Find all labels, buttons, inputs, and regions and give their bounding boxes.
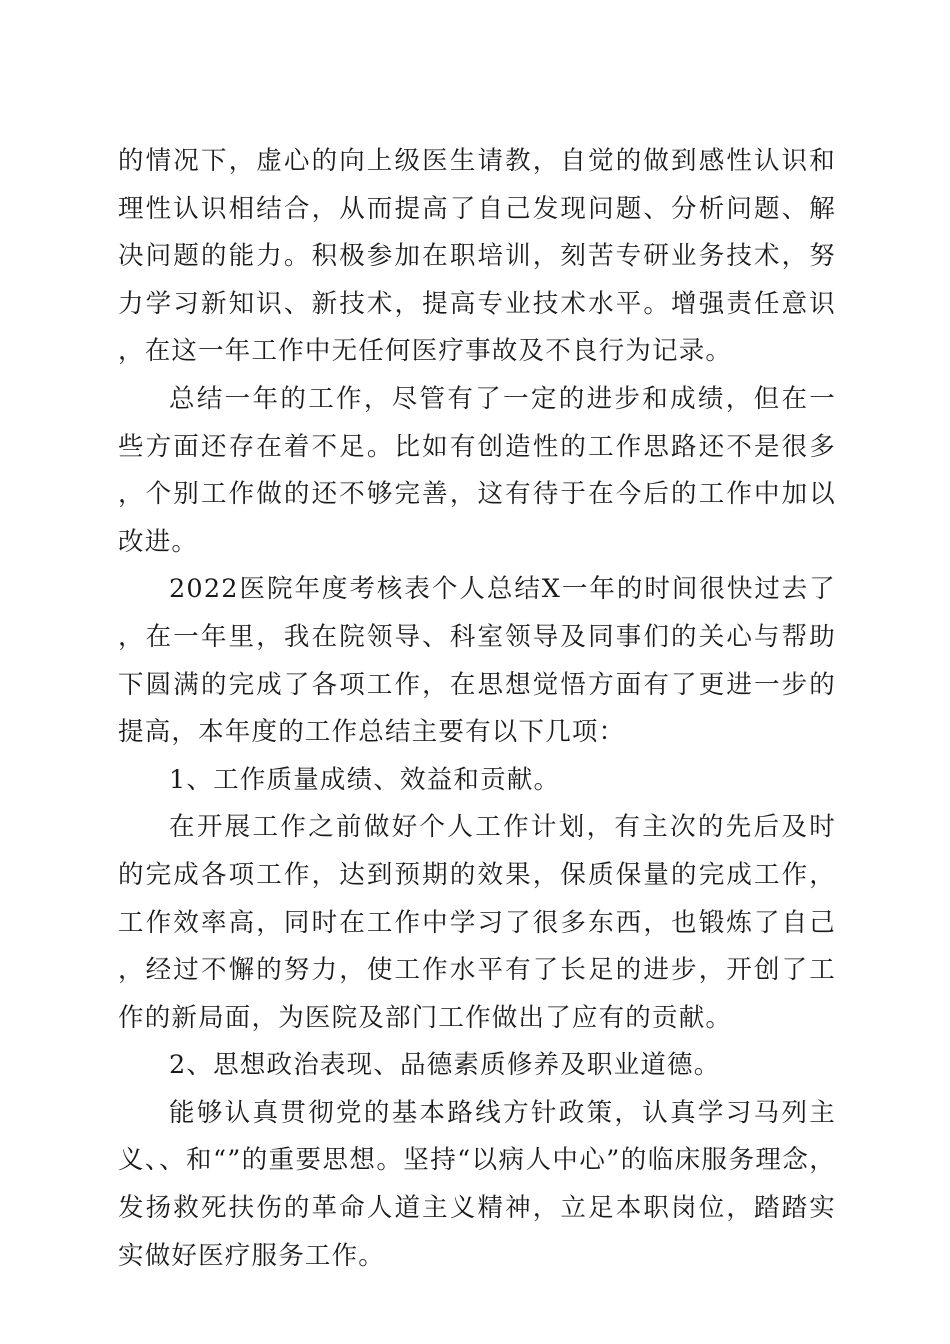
paragraph-annual-review-intro: 2022医院年度考核表个人总结X一年的时间很快过去了，在一年里，我在院领导、科室领导及同事们的关心与帮助下圆满的完成了各项工作，在思想觉悟方面有了更进一步的提高，本年度的工作总结主要有以下几项： [118,574,836,748]
document-body [118,138,836,1280]
paragraph-continuation: 的情况下，虚心的向上级医生请教，自觉的做到感性认识和理性认识相结合，从而提高了自己发现问题、分析问题、解决问题的能力。积极参加在职培训，刻苦专研业务技术，努力学习新知识、新技术，提高专业技术水平。增强责任意识，在这一年工作中无任何医疗事故及不良行为记录。 [118,146,836,367]
paragraph-political-ethics: 能够认真贯彻党的基本路线方针政策，认真学习马列主义、、和“”的重要思想。坚持“以病人中心”的临床服务理念，发扬救死扶伤的革命人道主义精神，立足本职岗位，踏踏实实做好医疗服务工作。 [118,1097,836,1271]
paragraph-work-quality: 在开展工作之前做好个人工作计划，有主次的先后及时的完成各项工作，达到预期的效果，保质保量的完成工作，工作效率高，同时在工作中学习了很多东西，也锻炼了自己，经过不懈的努力，使工作水平有了长足的进步，开创了工作的新局面，为医院及部门工作做出了应有的贡献。 [118,812,836,1033]
section-heading-political-ethics: 2、思想政治表现、品德素质修养及职业道德。 [169,1050,721,1081]
paragraph-summary-shortcomings: 总结一年的工作，尽管有了一定的进步和成绩，但在一些方面还存在着不足。比如有创造性的工作思路还不是很多，个别工作做的还不够完善，这有待于在今后的工作中加以改进。 [118,383,836,557]
section-heading-work-quality: 1、工作质量成绩、效益和贡献。 [169,764,561,795]
